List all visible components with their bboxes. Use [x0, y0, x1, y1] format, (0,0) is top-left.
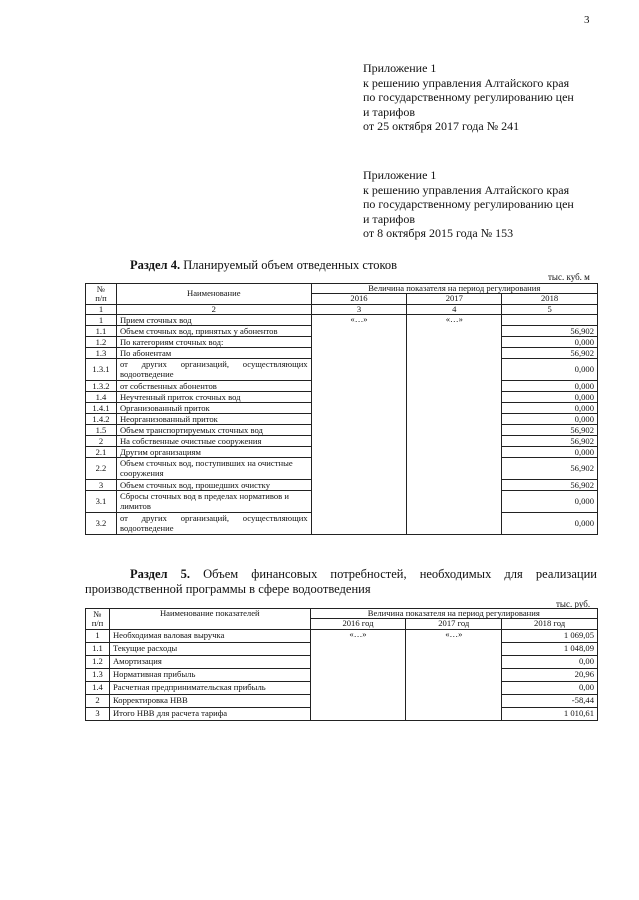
row-number: 2 — [86, 694, 110, 707]
row-number: 3 — [86, 480, 117, 491]
value-2018: 0,000 — [502, 381, 598, 392]
row-name: Объем сточных вод, принятых у абонентов — [116, 326, 311, 337]
t5-header-name: Наименование показателей — [109, 609, 310, 630]
t4-header-2016: 2016 — [311, 294, 407, 304]
appendix-line: от 25 октября 2017 года № 241 — [363, 119, 520, 133]
value-2018: 0,00 — [502, 655, 598, 668]
table-row — [86, 629, 598, 642]
t5-header-num: № п/п — [86, 609, 110, 630]
section4-title — [130, 258, 397, 273]
appendix-line: к решению управления Алтайского края — [363, 182, 570, 197]
t5-header-2017: 2017 год — [406, 619, 502, 629]
table-row — [86, 315, 598, 326]
value-2017-placeholder: «…» — [406, 629, 502, 720]
section5-title-bold: Раздел 5. — [130, 567, 191, 581]
value-2018: 0,00 — [502, 681, 598, 694]
row-name: Итого НВВ для расчета тарифа — [109, 707, 310, 720]
value-2018: 0,000 — [502, 447, 598, 458]
appendix-line: и тарифов — [363, 211, 416, 226]
t5-header-2016: 2016 год — [310, 619, 406, 629]
row-number: 1.3 — [86, 348, 117, 359]
section5-units: тыс. руб. — [556, 599, 591, 609]
t4-index-cell: 2 — [116, 304, 311, 314]
row-number: 3 — [86, 707, 110, 720]
row-number: 1.4 — [86, 392, 117, 403]
value-2018: 0,000 — [502, 403, 598, 414]
row-number: 1 — [86, 629, 110, 642]
row-number: 2.1 — [86, 447, 117, 458]
row-number: 1.4.1 — [86, 403, 117, 414]
t4-header-period: Величина показателя на период регулирования — [311, 284, 597, 294]
row-number: 2 — [86, 436, 117, 447]
row-name: На собственные очистные сооружения — [116, 436, 311, 447]
t4-header-2018: 2018 — [502, 294, 598, 304]
value-2018: 56,902 — [502, 425, 598, 436]
value-2018: 56,902 — [502, 348, 598, 359]
row-name: По абонентам — [116, 348, 311, 359]
row-number: 1 — [86, 315, 117, 326]
value-2018: 56,902 — [502, 480, 598, 491]
row-name: По категориям сточных вод: — [116, 337, 311, 348]
row-name: Расчетная предпринимательская прибыль — [109, 681, 310, 694]
section4-units: тыс. куб. м — [548, 272, 590, 282]
t4-header-name: Наименование — [116, 284, 311, 305]
row-number: 1.3 — [86, 668, 110, 681]
appendix-header-2015 — [363, 168, 574, 241]
value-2017-placeholder: «…» — [407, 315, 502, 535]
row-name: Объем сточных вод, прошедших очистку — [116, 480, 311, 491]
row-number: 1.2 — [86, 655, 110, 668]
value-2018: 1 069,05 — [502, 629, 598, 642]
row-number: 1.3.2 — [86, 381, 117, 392]
appendix-header-2017 — [363, 61, 574, 134]
value-2018: 56,902 — [502, 458, 598, 480]
appendix-line: по государственному регулированию цен — [363, 197, 574, 211]
appendix-line: по государственному регулированию цен — [363, 90, 574, 104]
row-number: 1.4 — [86, 681, 110, 694]
appendix-line: от 8 октября 2015 года № 153 — [363, 226, 514, 240]
value-2018: 1 048,09 — [502, 642, 598, 655]
value-2018: 56,902 — [502, 436, 598, 447]
section5-title — [85, 567, 597, 597]
t5-header-2018: 2018 год — [502, 619, 598, 629]
row-name: от других организаций, осуществляющих водоотведение — [116, 513, 311, 535]
row-name: Неорганизованный приток — [116, 414, 311, 425]
row-name: Объем транспортируемых сточных вод — [116, 425, 311, 436]
value-2018: 0,000 — [502, 491, 598, 513]
row-number: 2.2 — [86, 458, 117, 480]
t4-header-2017: 2017 — [407, 294, 502, 304]
t5-header-period: Величина показателя на период регулирования — [310, 609, 597, 619]
page-number: 3 — [584, 14, 590, 26]
row-name: Необходимая валовая выручка — [109, 629, 310, 642]
section5-title-text: Объем финансовых потребностей, необходимых для реализации производственной программы в сфере водоотведения — [85, 567, 597, 596]
appendix-line: к решению управления Алтайского края — [363, 75, 570, 90]
value-2018: -58,44 — [502, 694, 598, 707]
value-2018: 0,000 — [502, 359, 598, 381]
row-name: от собственных абонентов — [116, 381, 311, 392]
row-name: Организованный приток — [116, 403, 311, 414]
value-2016-placeholder: «…» — [310, 629, 406, 720]
section4-title-bold: Раздел 4. — [130, 258, 181, 272]
appendix-line: и тарифов — [363, 104, 416, 119]
value-2018: 56,902 — [502, 326, 598, 337]
row-number: 3.2 — [86, 513, 117, 535]
row-number: 1.4.2 — [86, 414, 117, 425]
section4-table — [85, 283, 598, 535]
row-name: Текущие расходы — [109, 642, 310, 655]
value-2018: 20,96 — [502, 668, 598, 681]
row-name: Корректировка НВВ — [109, 694, 310, 707]
row-number: 1.2 — [86, 337, 117, 348]
row-name: от других организаций, осуществляющих водоотведение — [116, 359, 311, 381]
value-2018 — [502, 315, 598, 326]
value-2018: 1 010,61 — [502, 707, 598, 720]
section5-table — [85, 608, 598, 721]
row-name: Объем сточных вод, поступивших на очистные сооружения — [116, 458, 311, 480]
row-name: Другим организациям — [116, 447, 311, 458]
row-name: Прием сточных вод — [116, 315, 311, 326]
row-number: 1.1 — [86, 642, 110, 655]
row-number: 3.1 — [86, 491, 117, 513]
row-name: Амортизация — [109, 655, 310, 668]
t4-index-cell: 1 — [86, 304, 117, 314]
value-2018: 0,000 — [502, 337, 598, 348]
t4-index-cell: 3 — [311, 304, 407, 314]
row-name: Сбросы сточных вод в пределах нормативов и лимитов — [116, 491, 311, 513]
t4-index-cell: 5 — [502, 304, 598, 314]
section4-title-text: Планируемый объем отведенных стоков — [180, 258, 398, 272]
row-name: Неучтенный приток сточных вод — [116, 392, 311, 403]
value-2018: 0,000 — [502, 414, 598, 425]
t4-header-num: № п/п — [86, 284, 117, 305]
appendix-line: Приложение 1 — [363, 61, 437, 75]
value-2018: 0,000 — [502, 392, 598, 403]
t4-index-cell: 4 — [407, 304, 502, 314]
row-number: 1.1 — [86, 326, 117, 337]
row-name: Нормативная прибыль — [109, 668, 310, 681]
row-number: 1.3.1 — [86, 359, 117, 381]
value-2018: 0,000 — [502, 513, 598, 535]
value-2016-placeholder: «…» — [311, 315, 407, 535]
appendix-line: Приложение 1 — [363, 168, 437, 182]
row-number: 1.5 — [86, 425, 117, 436]
